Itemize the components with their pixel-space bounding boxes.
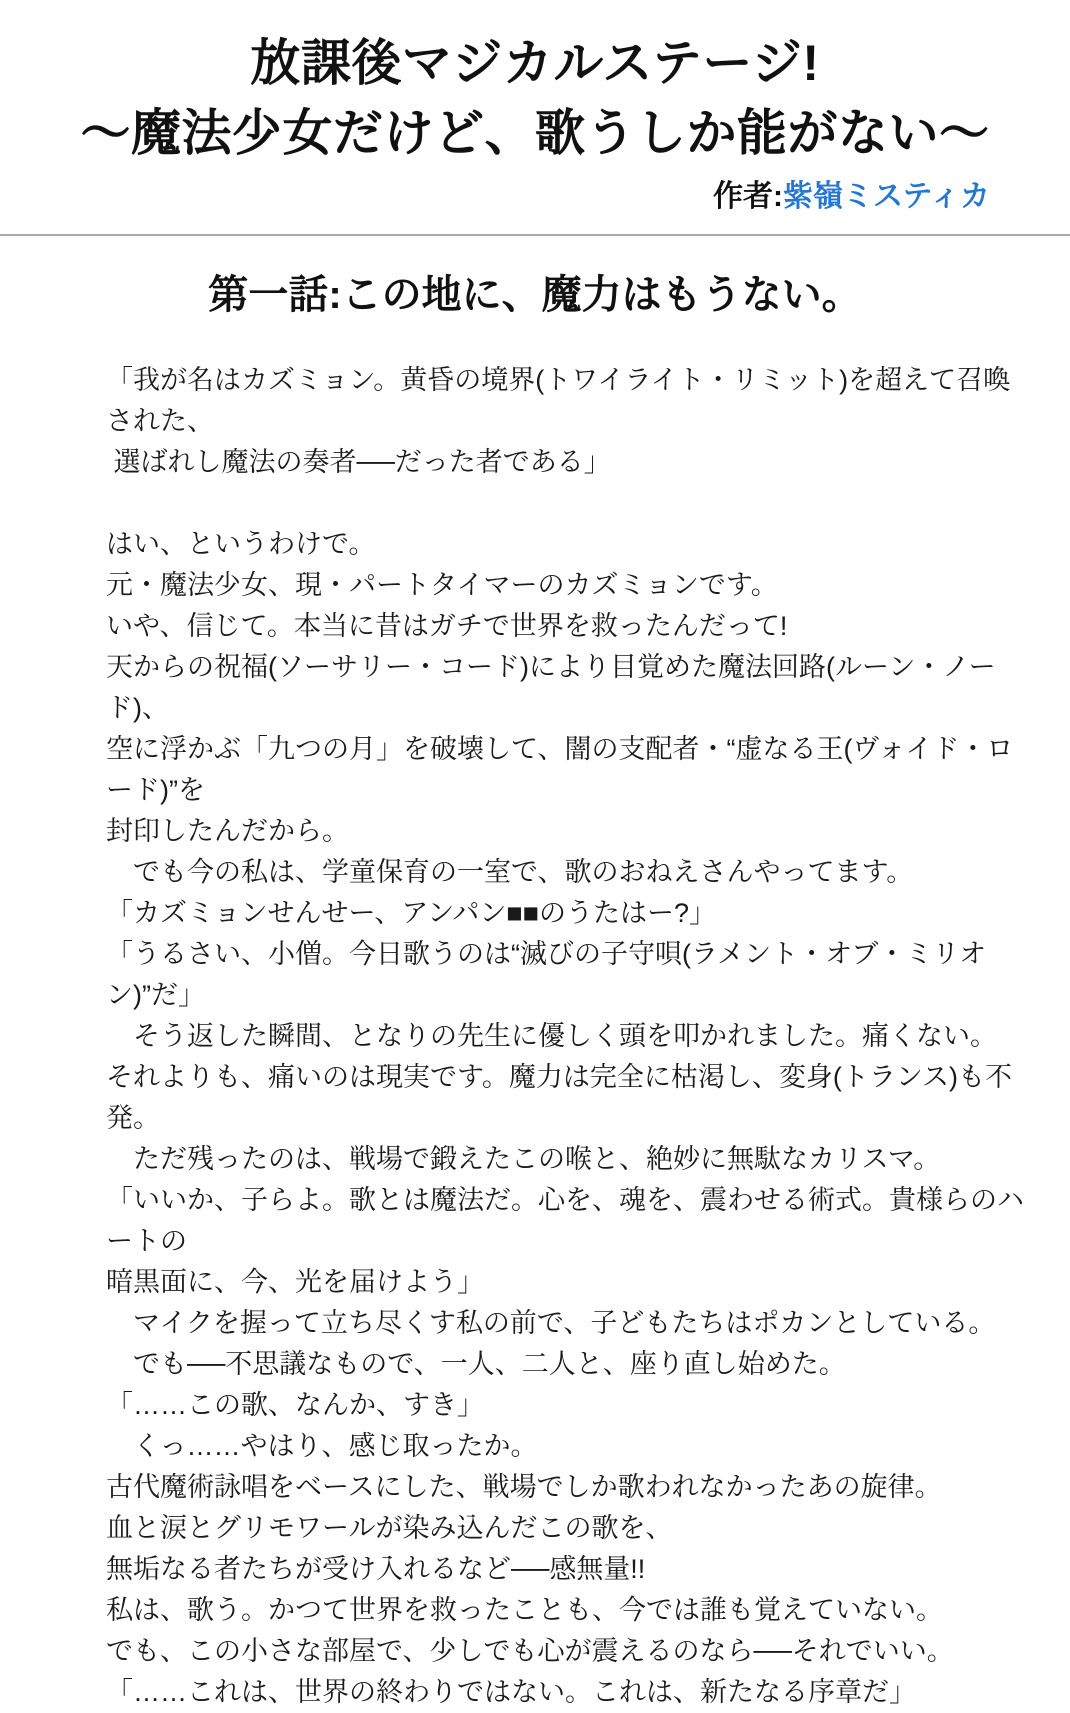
chapter-body — [106, 360, 1030, 1713]
header-divider — [0, 234, 1070, 236]
body-line: それよりも、痛いのは現実です。魔力は完全に枯渇し、変身(トランス)も不発。 — [106, 1062, 1013, 1133]
author-label: 作者: — [713, 180, 783, 213]
body-line: 選ばれし魔法の奏者──だった者である」 — [106, 447, 611, 477]
body-line: でも、この小さな部屋で、少しでも心が震えるのなら──それでいい。 — [106, 1636, 954, 1666]
body-line: いや、信じて。本当に昔はガチで世界を救ったんだって! — [106, 611, 788, 641]
body-line: 「うるさい、小僧。今日歌うのは“滅びの子守唄(ラメント・オブ・ミリオン)”だ」 — [106, 939, 987, 1010]
body-line: はい、というわけで。 — [106, 529, 376, 559]
body-line: 天からの祝福(ソーサリー・コード)により目覚めた魔法回路(ルーン・ノード)、 — [106, 652, 996, 723]
chapter-title: 第一話:この地に、魔力はもうない。 — [208, 273, 862, 317]
body-line: 封印したんだから。 — [106, 816, 349, 846]
body-line: でも今の私は、学童保育の一室で、歌のおねえさんやってます。 — [106, 857, 914, 887]
body-line: 暗黒面に、今、光を届けよう」 — [106, 1267, 484, 1297]
body-line: 「……この歌、なんか、すき」 — [106, 1390, 484, 1420]
body-line: 無垢なる者たちが受け入れるなど──感無量!! — [106, 1554, 646, 1584]
body-line: マイクを握って立ち尽くす私の前で、子どもたちはポカンとしている。 — [106, 1308, 996, 1338]
body-line: 空に浮かぶ「九つの月」を破壊して、闇の支配者・“虚なる王(ヴォイド・ロード)”を — [106, 734, 1014, 805]
body-line — [106, 483, 1030, 524]
author-line — [0, 180, 1070, 214]
body-line: くっ……やはり、感じ取ったか。 — [106, 1431, 538, 1461]
body-line: 「いいか、子らよ。歌とは魔法だ。心を、魂を、震わせる術式。貴様らのハートの — [106, 1185, 1024, 1256]
body-line: 「……これは、世界の終わりではない。これは、新たなる序章だ」 — [106, 1677, 916, 1707]
author-link[interactable]: 紫嶺ミスティカ — [783, 180, 990, 213]
body-line: 私は、歌う。かつて世界を救ったことも、今では誰も覚えていない。 — [106, 1595, 943, 1625]
novel-title — [0, 0, 1070, 168]
novel-title-line2: 〜魔法少女だけど、歌うしか能がない〜 — [80, 105, 990, 161]
body-line: 「カズミョンせんせー、アンパン■■のうたはー?」 — [106, 898, 717, 928]
body-line: 「我が名はカズミョン。黄昏の境界(トワイライト・リミット)を超えて召喚された、 — [106, 365, 1011, 436]
body-line: 古代魔術詠唱をベースにした、戦場でしか歌われなかったあの旋律。 — [106, 1472, 942, 1502]
body-line: ただ残ったのは、戦場で鍛えたこの喉と、絶妙に無駄なカリスマ。 — [106, 1144, 941, 1174]
body-line: 元・魔法少女、現・パートタイマーのカズミョンです。 — [106, 570, 778, 600]
novel-title-line1: 放課後マジカルステージ! — [250, 35, 820, 91]
body-line: そう返した瞬間、となりの先生に優しく頭を叩かれました。痛くない。 — [106, 1021, 997, 1051]
body-line: でも──不思議なもので、一人、二人と、座り直し始めた。 — [106, 1349, 846, 1379]
body-line: 血と涙とグリモワールが染み込んだこの歌を、 — [106, 1513, 673, 1543]
